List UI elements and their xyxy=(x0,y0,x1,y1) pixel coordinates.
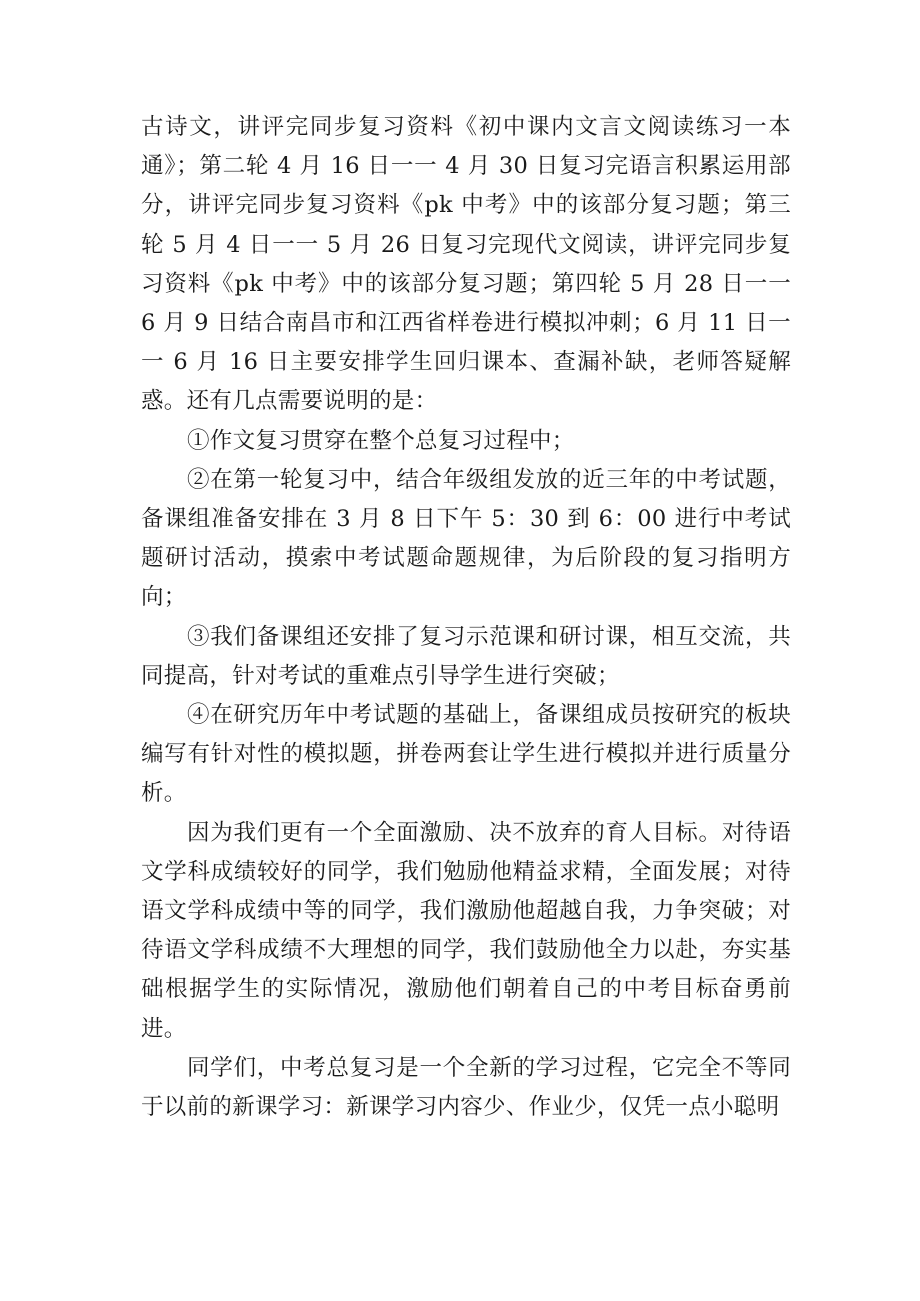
paragraph-point-4: ④在研究历年中考试题的基础上，备课组成员按研究的板块编写有针对性的模拟题，拼卷两套让学生进行模拟并进行质量分析。 xyxy=(141,702,791,807)
paragraph-intro-continuation: 古诗文，讲评完同步复习资料《初中课内文言文阅读练习一本通》；第二轮 4 月 16 日一一 4 月 30 日复习完语言积累运用部分，讲评完同步复习资料《pk 中考》中的该部分复习题；第三轮 5 月 4 日一一 5 月 26 日复习完现代文阅读，讲评完同步复习资料《pk 中考》中的该部分复习题；第四轮 5 月 28 日一一 6 月 9 日结合南昌市和江西省样卷进行模拟冲刺；6 月 11 日一一 6 月 16 日主要安排学生回归课本、查漏补缺，老师答疑解惑。还有几点需要说明的是： xyxy=(141,114,791,415)
paragraph-students: 同学们，中考总复习是一个全新的学习过程，它完全不等同于以前的新课学习：新课学习内容少、作业少，仅凭一点小聪明 xyxy=(141,1054,791,1121)
paragraph-point-1: ①作文复习贯穿在整个总复习过程中； xyxy=(187,427,575,454)
paragraph-point-2: ②在第一轮复习中，结合年级组发放的近三年的中考试题，备课组准备安排在 3 月 8 日下午 5：30 到 6：00 进行中考试题研讨活动，摸索中考试题命题规律，为后阶段的复习指明方向； xyxy=(141,466,791,611)
paragraph-point-3: ③我们备课组还安排了复习示范课和研讨课，相互交流，共同提高，针对考试的重难点引导学生进行突破； xyxy=(141,623,791,689)
paragraph-goal: 因为我们更有一个全面激励、决不放弃的育人目标。对待语文学科成绩较好的同学，我们勉励他精益求精，全面发展；对待语文学科成绩中等的同学，我们激励他超越自我，力争突破；对待语文学科成绩不大理想的同学，我们鼓励他全力以赴，夯实基础根据学生的实际情况，激励他们朝着自己的中考目标奋勇前进。 xyxy=(141,819,791,1042)
document-page xyxy=(141,108,791,1127)
